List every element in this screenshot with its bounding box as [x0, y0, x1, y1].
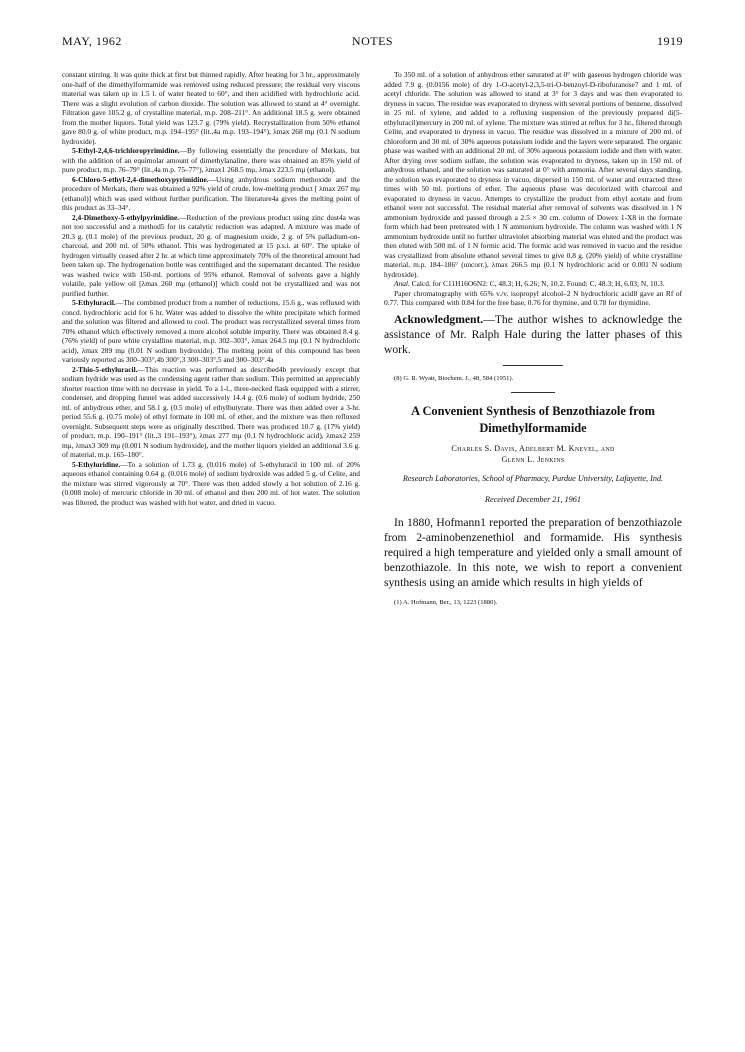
paragraph-heading: 2,4-Dimethoxy-5-ethylpyrimidine. — [72, 212, 180, 222]
paragraph: 6-Chloro-5-ethyl-2,4-dimethoxypyrimidine.—Using anhydrous sodium methoxide and the procedure of Merkats, there was obtained a 92% yield of crude, low-melting product [ λmax 267 mμ (ethanol)] which was used without further purification. The literature4a gives the melting point of this product as 33–34°. — [62, 174, 360, 212]
right-column — [384, 70, 682, 607]
paragraph: 5-Ethyl-2,4,6-trichloropyrimidine.—By following essentially the procedure of Merkats, but with the addition of an equimolar amount of dimethylanaline, there was obtained an 85% yield of pure product, m.p. 76–79° (lit.,4a m.p. 75–77°), λmax1 268.5 mμ, λmax 223.5 mμ (ethanol). — [62, 146, 360, 174]
page-number: 1919 — [657, 34, 683, 48]
footnote-divider — [503, 365, 563, 366]
section-name: NOTES — [351, 34, 394, 48]
paragraph: constant stirring. It was quite thick at first but thinned rapidly. After heating for 3 hr., approximately one-half of the dimethylformamide was removed using reduced pressure; the residual very viscous material was taken up in 1.5 l. of water heated to 60°, and then acidified with hydrochloric acid. There was a slight evolution of carbon dioxide. The solution was allowed to stand at 4° overnight. Filtration gave 105.2 g. of crystalline material, m.p. 208–211°. An additional 18.5 g. were obtained from the mother liquors. Total yield was 123.7 g. (79% yield). Recrystallization from 50% ethanol gave 80.0 g. of white product, m.p. 194–195° (lit.,4a m.p. 193–194°), λmax 268 mμ (0.1 N sodium hydroxide). — [62, 70, 360, 146]
journal-date: MAY, 1962 — [62, 34, 122, 48]
paragraph: 2,4-Dimethoxy-5-ethylpyrimidine.—Reduction of the previous product using zinc dust4a was not too successful and a method5 for its catalytic reduction was adapted. A mixture was made of 20.3 g. (0.1 mole) of the previous product, 20 g. of magnesium oxide, 2 g. of 5% palladium-on-charcoal, and 200 ml. of 50% ethanol. This was hydrogenated at 15 p.s.i. at 60°. The uptake of hydrogen virtually ceased after 2 hr. at which time approximately 70% of the theoretical amount had been taken up. The hydrogenation bottle was centrifuged and the supernatant decanted. The residue was washed twice with 150-ml. portions of 95% ethanol. Removal of solvents gave a highly volatile, pale yellow oil [λmax 260 mμ (ethanol)] which could not be crystallized and was not purified further. — [62, 212, 360, 298]
article-title: A Convenient Synthesis of Benzothiazole from Dimethylformamide — [411, 403, 655, 435]
paragraph: To 350 ml. of a solution of anhydrous ether saturated at 0° with gaseous hydrogen chloride wax added 7.9 g. (0.0156 mole) of dry 1-O-acetyl-2,3,5-tri-O-benzoyl-D-ribofuranose7 and 1 ml. of acetyl chloride. The solution was allowed to stand at 3° for 3 days and was then evaporated to dryness in vacuo. The residue was evaporated to dryness with several portions of benzene, dissolved in 25 ml. of xylene, and added to a refluxing suspension of the previously prepared di(5-ethyluracil)mercury in 200 ml. of xylene. The mixture was stirred at reflux for 3 hr., filtered through Celite, and evaporated to dryness in vacuo. The residue was dissolved in a mixture of 200 ml. of chloroform and 30 ml. of 30% aqueous potassium iodide and the layers were separated. The organic phase was washed with an additional 20 ml. of 30% aqueous potassium iodide and then with water. After drying over sodium sulfate, the solution was evaporated to dryness, taken up in 150 ml. of anhydrous ethanol, and the solution was saturated at 0° with ammonia. After several days standing, the solution was evaporated to dryness in vacuo, dispersed in 150 ml. of water and extracted three times with 50 ml. portions of ether. The aqueous phase was decolorized with charcoal and evaporated to dryness in vacuo. Attempts to crystallize the product from ethyl acetate and from ethanol were not successful. The residual material after removal of solvents was dissolved in 1 N ammonium hydroxide and passed through a 2.5 × 30 cm. column of Dowex 1-X8 in the formate form which had been pretreated with 1 N ammonium hydroxide. The column was washed with 1 N ammonium hydroxide until no further ultraviolet absorbing material was eluted and the product was then eluted with 500 ml. of 1 N formic acid. The formic acid was removed in vacuo and the residue was crystallized from absolute ethanol several times to give 0.8 g. (20% yield) of white crystalline material, m.p. 184–186° (uncorr.), λmax 266.5 mμ (0.1 N hydrochloric acid or 0.001 N sodium hydroxide). — [384, 70, 682, 279]
footnote: (8) G. R. Wyatt, Biochem. J., 48, 584 (1951). — [394, 374, 514, 382]
page-header — [62, 34, 683, 50]
paragraph-heading: 5-Ethyluridine. — [72, 459, 121, 469]
authors: Charles S. Davis, Adelbert M. Knevel, and Glenn L. Jenkins — [451, 443, 615, 464]
affiliation: Research Laboratories, School of Pharmacy, Purdue University, Lafayette, Ind. — [402, 473, 664, 483]
introduction-paragraph: In 1880, Hofmann1 reported the preparation of benzothiazole from 2-aminobenzenethiol and formamide. His synthesis required a high temperature and yielded only a small amount of benzothiazole. In this note, we wish to report a convenient synthesis using an amide which results in high yields of — [384, 515, 682, 589]
paragraph: 5-Ethyluridine.—To a solution of 1.73 g. (0.016 mole) of 5-ethyluracil in 100 ml. of 20% aqueous ethanol containing 0.64 g. (0.016 mole) of sodium hydroxide was added 5 g. of Celite, and the mixture was stirred vigorously at 70°. There was then added slowly a hot solution of 2.16 g. (0.008 mole) of mercuric chloride in 30 ml. of ethanol and then 200 ml. of hot water. The solution was filtered, the product was washed with hot water, and dried in vacuo. — [62, 459, 360, 507]
analysis-paragraph: Anal. Calcd. for C11H16O6N2: C, 48.3; H, 6.26; N, 10.2. Found: C, 48.3; H, 6.03; N, 10.3. — [394, 279, 665, 288]
paragraph-heading: 5-Ethyluracil. — [72, 298, 116, 307]
paragraph: Paper chromatography with 65% v./v. isopropyl alcohol–2 N hydrochloric acid8 gave an Rf of 0.77. This compared with 0.84 for the free base, 0.76 for thymine, and 0.78 for thymidine. — [384, 288, 682, 307]
acknowledgment-heading: Acknowledgment. — [394, 312, 484, 326]
footnote: (1) A. Hofmann, Ber., 13, 1223 (1880). — [394, 598, 498, 606]
left-column — [62, 70, 360, 507]
received-date: Received December 21, 1961 — [485, 494, 581, 504]
paragraph-heading: 5-Ethyl-2,4,6-trichloropyrimidine. — [72, 146, 180, 155]
acknowledgment: Acknowledgment.—The author wishes to acknowledge the assistance of Mr. Ralph Hale during the latter phases of this work. — [384, 312, 682, 356]
paragraph-heading: 2-Thio-5-ethyluracil. — [72, 364, 138, 374]
paragraph: 2-Thio-5-ethyluracil.—This reaction was performed as described4b previously except that sodium hydride was used as the condensing agent rather than sodium. This permitted an appreciably shorter reaction time with no decrease in yield. To a 1-l., three-necked flask equipped with a stirrer, condenser, and dropping funnel was added successively 14.4 g. (0.6 mole) of sodium hydride, 250 ml. of anhydrous ether, and 58.1 g. (0.5 mole) of ethylbutyrate. There was then added over a 3-hr. period 55.6 g. (0.75 mole) of ethyl formate in 100 ml. of ether, and the mixture was then refluxed overnight. Subsequent steps were as originally described. There was produced 10.7 g. (17% yield) of product, m.p. 190–191° (lit.,3 191–193°), λmax 277 mμ (0.1 N hydrochloric acid), λmax2 259 mμ, λmax3 309 mμ (0.001 N sodium hydroxide), and the mother liquors yielded an additional 3.6 g. of material, m.p. 165–180°. — [62, 364, 360, 459]
article-divider — [511, 392, 555, 393]
paragraph-heading: 6-Chloro-5-ethyl-2,4-dimethoxypyrimidine. — [72, 174, 209, 184]
paragraph: 5-Ethyluracil.—The combined product from a number of reductions, 15.6 g., was refluxed with concd. hydrochloric acid for 6 hr. Water was added to dissolve the white precipitate which formed and the solution was filtered and allowed to cool. The product was recrystallized several times from 70% ethanol which effectively removed a more alcohol soluble impurity. There was obtained 8.4 g. (76% yield) of pure white crystalline material, m.p. 302–303°, λmax 264.5 mμ (0.1 N hydrochloric acid), λmax 289 mμ (0.01 N sodium hydroxide). The melting point of this compound has been variously reported as 300–303°,4b 300°,3 300–303°,5 and 300–303°.4a — [62, 298, 360, 364]
